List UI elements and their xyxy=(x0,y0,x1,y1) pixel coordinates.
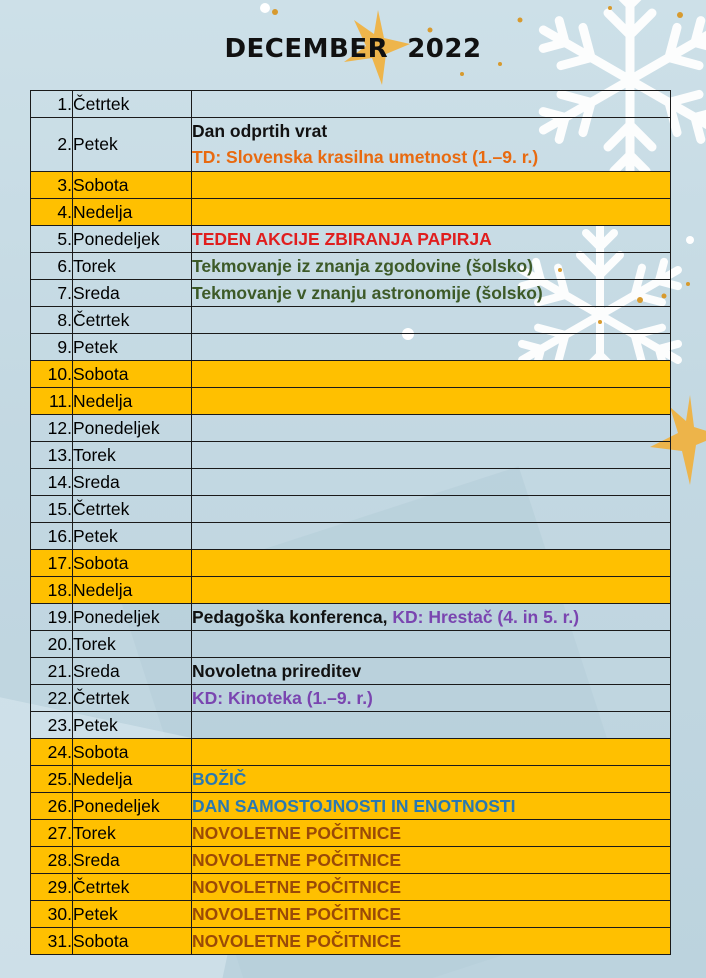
calendar-row xyxy=(31,495,671,522)
event-cell xyxy=(192,846,671,873)
event-cell xyxy=(192,468,671,495)
calendar-row xyxy=(31,684,671,711)
event-text: Tekmovanje iz znanja zgodovine (šolsko) xyxy=(192,255,533,276)
day-name: Četrtek xyxy=(73,91,192,118)
calendar-row xyxy=(31,171,671,198)
day-number: 7. xyxy=(31,279,73,306)
event-cell xyxy=(192,414,671,441)
calendar-row xyxy=(31,414,671,441)
event-line xyxy=(192,847,670,873)
day-number: 2. xyxy=(31,118,73,172)
event-cell xyxy=(192,792,671,819)
event-cell xyxy=(192,441,671,468)
day-number: 4. xyxy=(31,198,73,225)
event-line xyxy=(192,658,670,684)
day-number: 30. xyxy=(31,900,73,927)
event-cell xyxy=(192,252,671,279)
event-text: NOVOLETNE POČITNICE xyxy=(192,876,402,897)
event-text: Tekmovanje v znanju astronomije (šolsko) xyxy=(192,282,543,303)
event-text: Novoletna prireditev xyxy=(192,660,362,681)
day-number: 25. xyxy=(31,765,73,792)
day-name: Nedelja xyxy=(73,387,192,414)
event-cell xyxy=(192,522,671,549)
day-name: Četrtek xyxy=(73,306,192,333)
calendar-row xyxy=(31,91,671,118)
day-number: 24. xyxy=(31,738,73,765)
event-line xyxy=(192,766,670,792)
calendar-row xyxy=(31,900,671,927)
calendar-row xyxy=(31,549,671,576)
event-cell xyxy=(192,306,671,333)
day-name: Ponedeljek xyxy=(73,792,192,819)
day-number: 15. xyxy=(31,495,73,522)
calendar-row xyxy=(31,225,671,252)
day-number: 1. xyxy=(31,91,73,118)
event-line xyxy=(192,604,670,630)
calendar-table xyxy=(30,90,671,955)
calendar-row xyxy=(31,603,671,630)
day-number: 26. xyxy=(31,792,73,819)
calendar-row xyxy=(31,873,671,900)
event-cell xyxy=(192,819,671,846)
day-name: Ponedeljek xyxy=(73,414,192,441)
event-line xyxy=(192,226,670,252)
event-text: NOVOLETNE POČITNICE xyxy=(192,930,402,951)
day-number: 6. xyxy=(31,252,73,279)
day-number: 10. xyxy=(31,360,73,387)
event-cell xyxy=(192,225,671,252)
calendar-row xyxy=(31,333,671,360)
event-cell xyxy=(192,91,671,118)
event-text: , xyxy=(382,606,393,627)
calendar-row xyxy=(31,927,671,954)
day-number: 19. xyxy=(31,603,73,630)
calendar-body xyxy=(31,91,671,955)
day-number: 9. xyxy=(31,333,73,360)
event-cell xyxy=(192,900,671,927)
day-name: Četrtek xyxy=(73,873,192,900)
day-name: Torek xyxy=(73,252,192,279)
day-number: 12. xyxy=(31,414,73,441)
event-line xyxy=(192,144,670,170)
event-text: NOVOLETNE POČITNICE xyxy=(192,849,402,870)
day-number: 23. xyxy=(31,711,73,738)
day-name: Sreda xyxy=(73,279,192,306)
event-line xyxy=(192,685,670,711)
day-name: Ponedeljek xyxy=(73,225,192,252)
calendar-row xyxy=(31,522,671,549)
event-cell xyxy=(192,198,671,225)
calendar-row xyxy=(31,630,671,657)
event-cell xyxy=(192,603,671,630)
event-text: KD: Kinoteka (1.–9. r.) xyxy=(192,687,373,708)
day-name: Nedelja xyxy=(73,198,192,225)
calendar-row xyxy=(31,792,671,819)
day-name: Sreda xyxy=(73,657,192,684)
event-cell xyxy=(192,495,671,522)
day-number: 20. xyxy=(31,630,73,657)
calendar-row xyxy=(31,657,671,684)
day-name: Petek xyxy=(73,522,192,549)
day-name: Sobota xyxy=(73,738,192,765)
event-line xyxy=(192,280,670,306)
calendar-row xyxy=(31,306,671,333)
day-number: 21. xyxy=(31,657,73,684)
calendar-row xyxy=(31,279,671,306)
day-name: Petek xyxy=(73,118,192,172)
event-cell xyxy=(192,118,671,172)
calendar-row xyxy=(31,387,671,414)
event-cell xyxy=(192,927,671,954)
event-cell xyxy=(192,630,671,657)
day-number: 29. xyxy=(31,873,73,900)
calendar-row xyxy=(31,252,671,279)
event-cell xyxy=(192,873,671,900)
day-name: Petek xyxy=(73,711,192,738)
event-line xyxy=(192,928,670,954)
event-text: KD: Hrestač (4. in 5. r.) xyxy=(392,606,580,627)
day-name: Četrtek xyxy=(73,495,192,522)
day-name: Petek xyxy=(73,333,192,360)
event-cell xyxy=(192,387,671,414)
calendar-row xyxy=(31,711,671,738)
event-cell xyxy=(192,333,671,360)
event-text: TEDEN AKCIJE ZBIRANJA PAPIRJA xyxy=(192,228,492,249)
day-name: Sreda xyxy=(73,468,192,495)
page-title: DECEMBER 2022 xyxy=(224,34,482,64)
event-text: Pedagoška konferenca xyxy=(192,606,383,627)
event-text: NOVOLETNE POČITNICE xyxy=(192,903,402,924)
day-name: Četrtek xyxy=(73,684,192,711)
day-number: 13. xyxy=(31,441,73,468)
calendar-row xyxy=(31,738,671,765)
day-name: Sobota xyxy=(73,360,192,387)
calendar-row xyxy=(31,846,671,873)
day-name: Nedelja xyxy=(73,576,192,603)
event-text: DAN SAMOSTOJNOSTI IN ENOTNOSTI xyxy=(192,795,516,816)
event-cell xyxy=(192,549,671,576)
day-name: Ponedeljek xyxy=(73,603,192,630)
event-cell xyxy=(192,738,671,765)
event-line xyxy=(192,793,670,819)
event-line xyxy=(192,118,670,144)
event-line xyxy=(192,253,670,279)
event-cell xyxy=(192,171,671,198)
day-name: Nedelja xyxy=(73,765,192,792)
day-number: 16. xyxy=(31,522,73,549)
event-cell xyxy=(192,684,671,711)
event-line xyxy=(192,901,670,927)
day-number: 8. xyxy=(31,306,73,333)
calendar-row xyxy=(31,765,671,792)
day-name: Petek xyxy=(73,900,192,927)
day-number: 17. xyxy=(31,549,73,576)
event-cell xyxy=(192,765,671,792)
event-line xyxy=(192,874,670,900)
day-name: Sobota xyxy=(73,927,192,954)
event-cell xyxy=(192,279,671,306)
calendar-row xyxy=(31,441,671,468)
calendar-row xyxy=(31,468,671,495)
calendar-row xyxy=(31,360,671,387)
event-cell xyxy=(192,360,671,387)
day-number: 22. xyxy=(31,684,73,711)
day-number: 31. xyxy=(31,927,73,954)
event-cell xyxy=(192,657,671,684)
day-name: Torek xyxy=(73,630,192,657)
event-line xyxy=(192,820,670,846)
day-name: Torek xyxy=(73,819,192,846)
event-text: TD: Slovenska krasilna umetnost (1.–9. r.) xyxy=(192,147,539,168)
day-number: 18. xyxy=(31,576,73,603)
day-name: Sreda xyxy=(73,846,192,873)
event-text: BOŽIČ xyxy=(192,768,247,789)
day-number: 27. xyxy=(31,819,73,846)
day-name: Sobota xyxy=(73,549,192,576)
day-number: 28. xyxy=(31,846,73,873)
calendar-row xyxy=(31,198,671,225)
day-name: Torek xyxy=(73,441,192,468)
event-cell xyxy=(192,576,671,603)
event-text: Dan odprtih vrat xyxy=(192,121,328,142)
day-number: 3. xyxy=(31,171,73,198)
calendar-row xyxy=(31,118,671,172)
calendar-row xyxy=(31,576,671,603)
day-number: 14. xyxy=(31,468,73,495)
event-cell xyxy=(192,711,671,738)
day-name: Sobota xyxy=(73,171,192,198)
day-number: 11. xyxy=(31,387,73,414)
day-number: 5. xyxy=(31,225,73,252)
calendar-row xyxy=(31,819,671,846)
event-text: NOVOLETNE POČITNICE xyxy=(192,822,402,843)
